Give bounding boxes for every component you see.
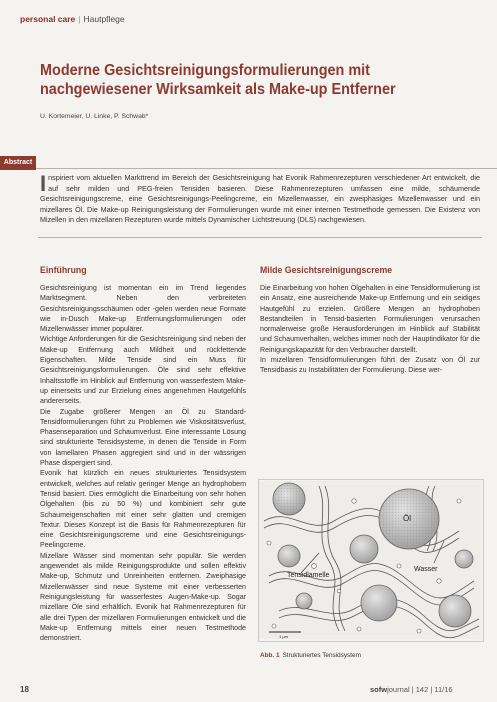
heading-introduction: Einführung	[40, 265, 87, 276]
paragraph: Gesichtsreinigung ist momentan ein im Trend liegendes Marktsegment. Neben den verbreiteten Gesichtsreinigungsschäumen oder -gelen werden neue Formate wie in-Dusch Make-up Entfernungsformulierungen oder Mizellenwässer immer populärer.	[40, 284, 246, 334]
paragraph: Mizellare Wässer sind momentan sehr populär. Sie werden angewendet als milde Reinigungsprodukte und sollen effektiv Make-up, Schmutz und Unreinheiten entfernen. Zweiphasige Mizellenwässer sind neue Systeme mit einer verbesserten Reinigungsleistung für wasserfestes Augen-Make-up. Sogar mizellare Öle sind erhältlich. Evonik hat Rahmenrezepturen für alle drei Typen der mizellaren Formulierungen entwickelt und die Make-up Entfernung mittels einer neuen Testmethode demonstriert.	[40, 551, 246, 643]
left-column	[40, 283, 246, 643]
abstract-label: Abstract	[0, 156, 36, 170]
journal-name: sofw	[370, 685, 388, 694]
abstract-top-rule	[0, 168, 497, 169]
paragraph: In mizellaren Tensidformulierungen führt der Zusatz von Öl zur Tensidbasis zu Instabilitäten der Formulierung. Diese wer-	[260, 356, 480, 375]
section-label	[20, 14, 125, 24]
caption-text: Strukturiertes Tensidsystem	[282, 652, 361, 659]
surfactant-system-figure	[259, 481, 481, 639]
subsection-name: Hautpflege	[83, 14, 125, 24]
paragraph: Die Einarbeitung von hohen Ölgehalten in eine Tensidformulierung ist ein Ansatz, eine ausreichende Make-up Entfernung und ein seidiges Hautgefühl zu erzielen. Größere Mengen an hydrophoben Bestandteilen in Tensid-basierten Formulierungen verursachen normalerweise große Herausforderungen im Hinblick auf Stabilität und Schaumverhalten, welches immer noch der Hauptindikator für die Reinigungskapazität für den Verbraucher darstellt.	[260, 284, 480, 354]
right-column	[260, 283, 480, 376]
journal-footer: sofwjournal | 142 | 11/16	[370, 685, 453, 694]
journal-issue: 142 | 11/16	[415, 685, 453, 694]
figure-label-lamella: Tensidlamelle	[287, 572, 330, 579]
abstract-text-block	[40, 173, 480, 226]
abstract-dropcap: I	[40, 171, 47, 196]
abstract-text: nspiriert vom aktuellen Markttrend im Bereich der Gesichtsreinigung hat Evonik Rahmenrezepturen verschiedener Art entwickelt, die auf sehr milden und PEG-freien Tensiden basieren. Diese Rahmenrezepturen umfassen eine milde, schäumende Gesichtsreinigungscreme, eine Gesichtsreinigungs-Peelingcreme, ein Mizellenwasser, ein zweiphasiges Mizellenwasser und ein mizellares Öl. Die Make-up Reinigungsleistung der Formulierungen wurde mit einer internen Testmethode gemessen. Die Existenz von Mizellen in den mizellaren Rezepturen wurde mittels Dynamischer Lichtstreuung (DLS) nachgewiesen.	[40, 173, 480, 225]
caption-label: Abb. 1	[260, 652, 280, 659]
article-authors: U. Kortemeier, U. Linke, P. Schwab*	[40, 113, 149, 120]
paragraph: Wichtige Anforderungen für die Gesichtsreinigung sind neben der Make-up Entfernung auch Mildheit und rückfettende Eigenschaften. Milde Tenside sind ein Muss für Gesichtsreinigungsformulierungen. Öle sind sehr effektive Inhaltsstoffe im Hinblick auf Entfernung von wasserfestem Make-up einerseits und zur Erzielung eines angenehmen Hautgefühls andererseits.	[40, 335, 246, 406]
paragraph: Die Zugabe größerer Mengen an Öl zu Standard-Tensidformulierungen führt zu Problemen wie Viskositätsverlust, Phasenseparation und Schaumverlust. Eine interessante Lösung sind strukturierte Tensidsysteme, in denen die Tenside in Form von lamellaren Phasen aggregiert sind und in der wässrigen Phase dispergiert sind.	[40, 407, 246, 468]
page-number: 18	[20, 685, 29, 694]
section-separator: |	[78, 14, 81, 24]
figure-label-water: Wasser	[414, 566, 438, 573]
figure-caption	[260, 652, 361, 659]
article-title: Moderne Gesichtsreinigungsformulierungen mit nachgewiesener Wirksamkeit als Make-up Entferner	[40, 62, 396, 98]
section-name: personal care	[20, 14, 76, 24]
paragraph: Evonik hat kürzlich ein neues strukturiertes Tensidsystem entwickelt, welches auf relativ geringer Menge an hydrophobem Tensid basiert. Dies ermöglicht die Einarbeitung von sehr hohen Ölgehalten (bis zu 50 %) und kombiniert sehr gute Schaumeigenschaften mit einer sehr glatten und cremigen Textur. Dieses Konzept ist die Basis für Rahmenrezepturen für eine Gesichtsreinigungscreme und eine Gesichtsreinigungs-Peelingcreme.	[40, 469, 246, 550]
journal-suffix: journal	[387, 685, 410, 694]
figure-label-oil: Öl	[403, 514, 411, 523]
scale-label: 1 µm	[279, 634, 288, 639]
heading-mild-cleansing-cream: Milde Gesichtsreinigungscreme	[260, 265, 393, 276]
abstract-bottom-rule	[38, 237, 482, 238]
